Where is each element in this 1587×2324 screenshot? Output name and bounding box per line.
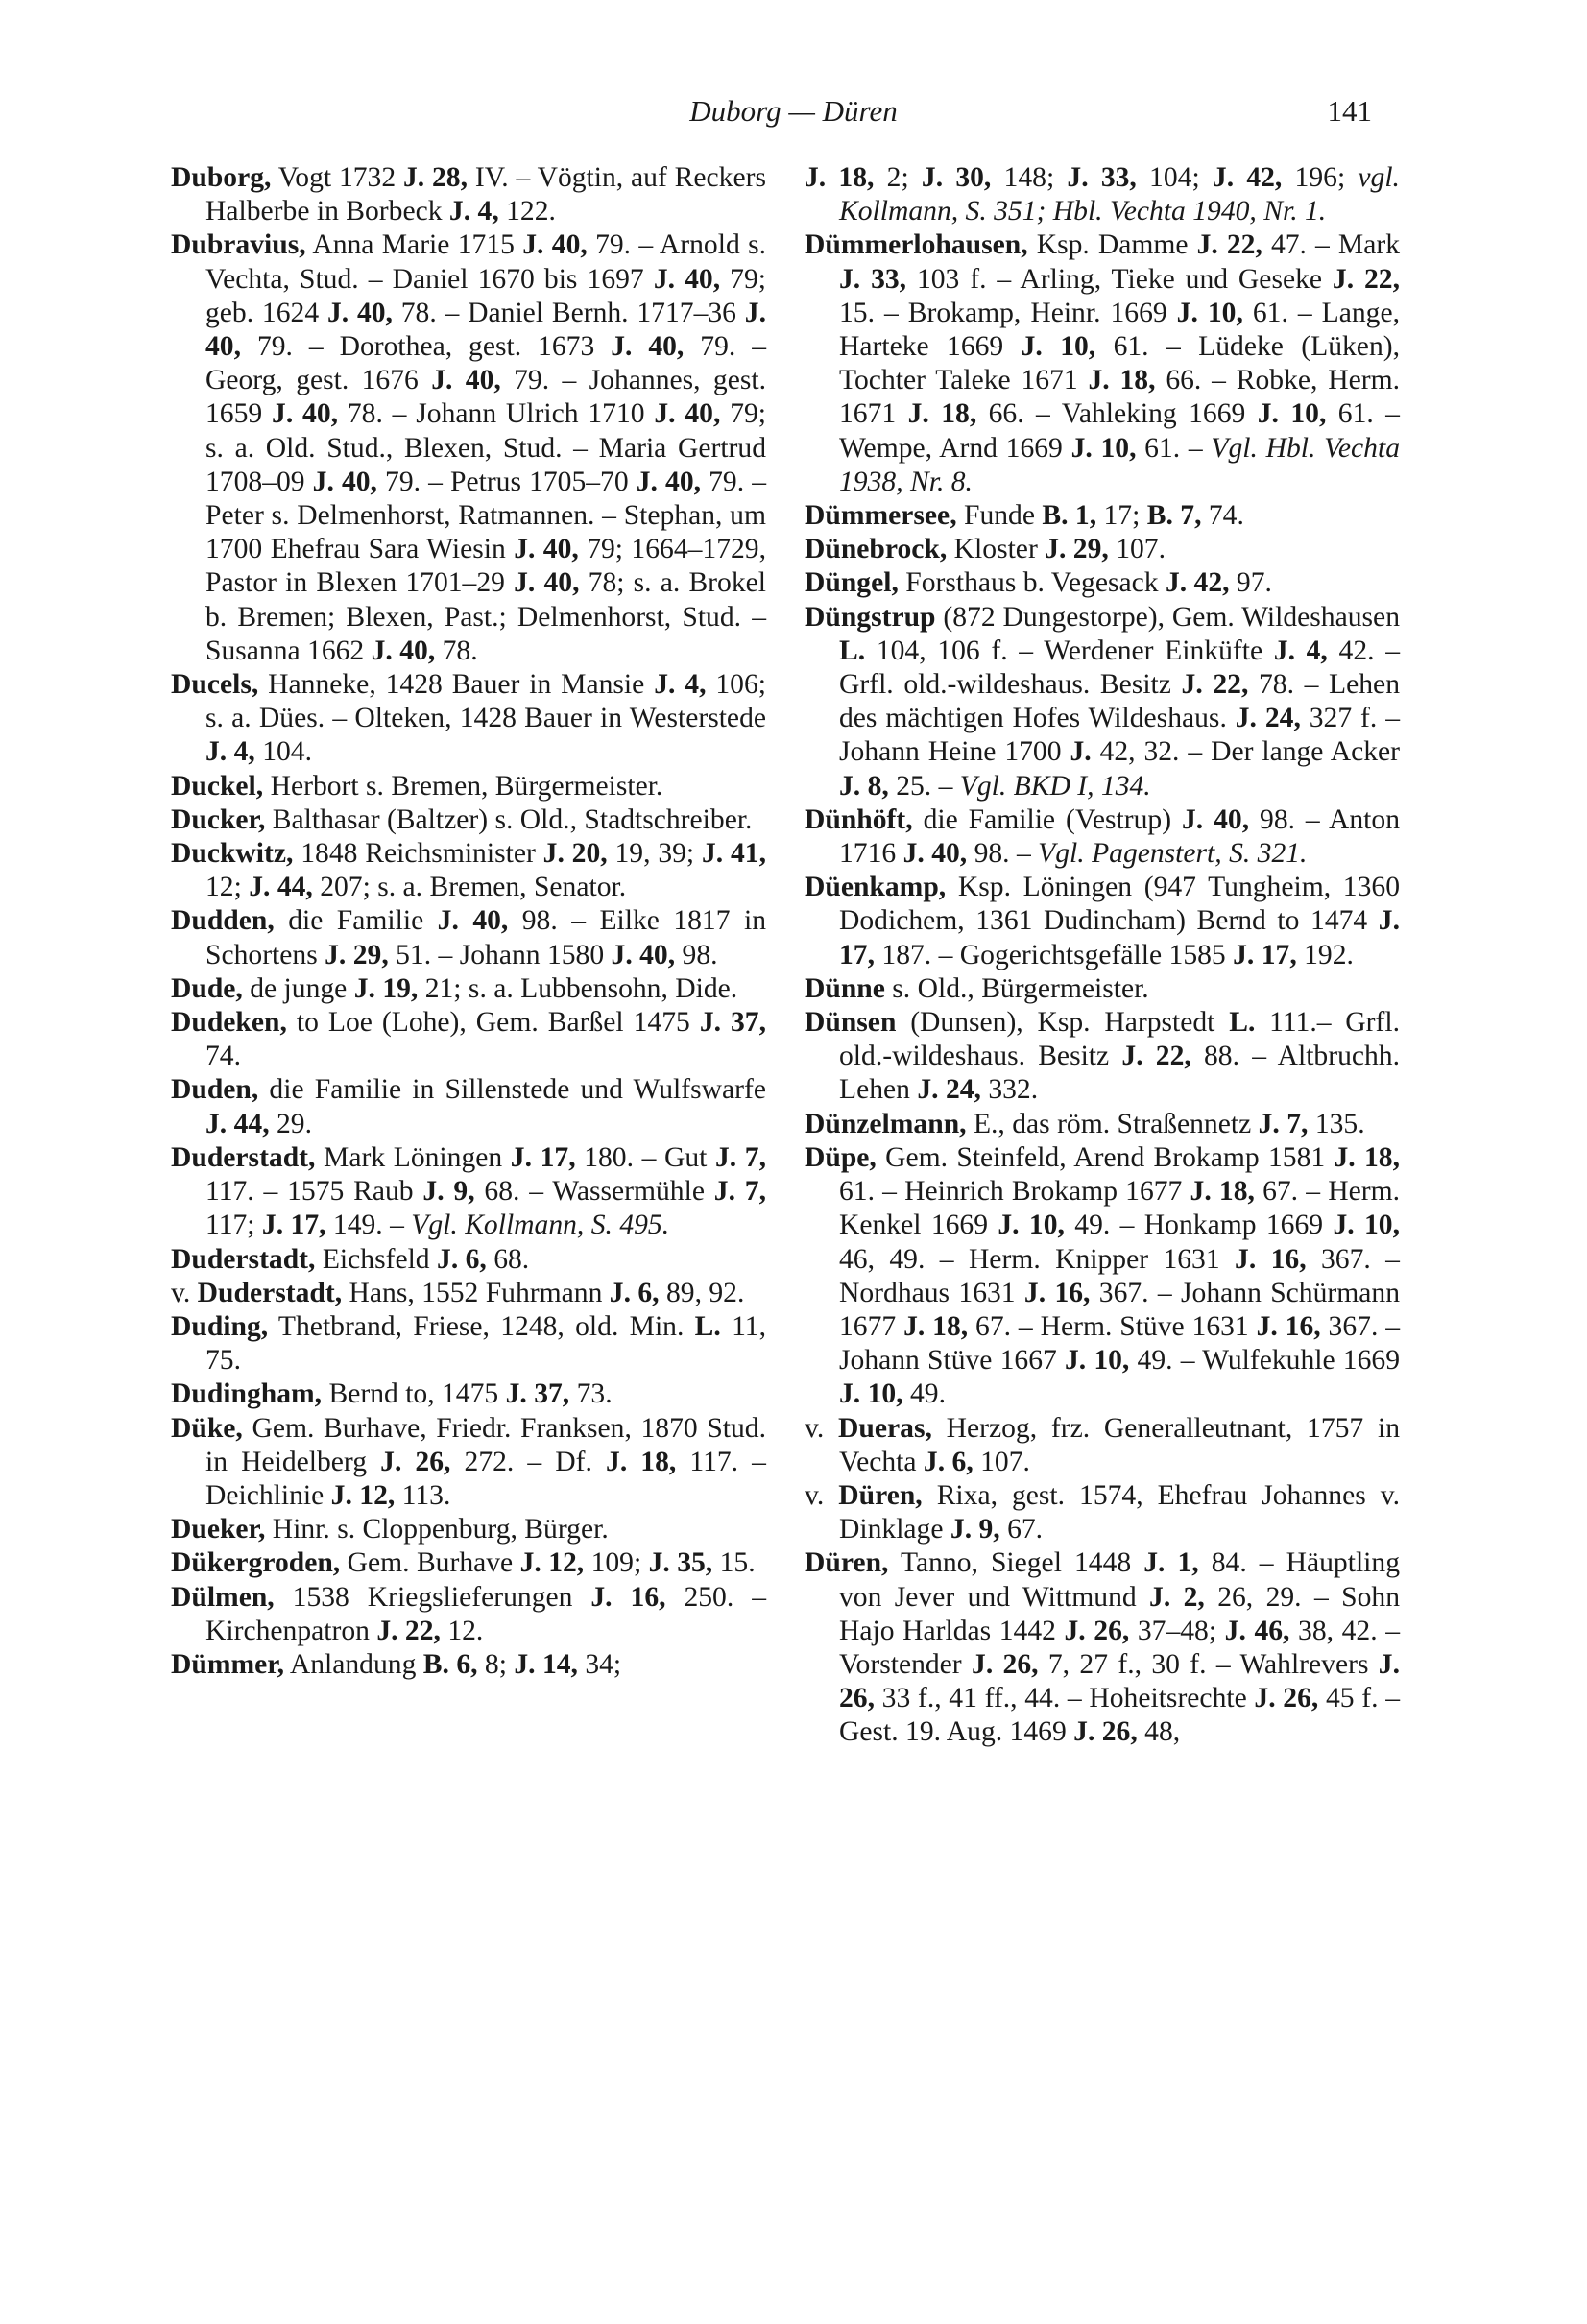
index-entry: Dünzelmann, E., das röm. Straßennetz J. 7, 135. — [805, 1108, 1365, 1139]
index-entry: Dümmer, Anlandung B. 6, 8; J. 14, 34; — [171, 1648, 622, 1680]
index-entry: Dubravius, Anna Marie 1715 J. 40, 79. – Arnold s. Vechta, Stud. – Daniel 1670 bis 1697 J. 40, 79; geb. 1624 J. 40, 78. – Daniel Bernh. 1717–36 J. 40, 79. – Dorothea, gest. 1673 J. 40, 79. – Georg, gest. 1676 J. 40, 79. – Johannes, gest. 1659 J. 40, 78. – Johann Ulrich 1710 J. 40, 79; s. a. Old. Stud., Blexen, Stud. – Maria Gertrud 1708–09 J. 40, 79. – Petrus 1705–70 J. 40, 79. – Peter s. Delmenhorst, Ratmannen. – Stephan, um 1700 Ehefrau Sara Wiesin J. 40, 79; 1664–1729, Pastor in Blexen 1701–29 J. 40, 78; s. a. Brokel b. Bremen; Blexen, Past.; Delmenhorst, Stud. – Susanna 1662 J. 40, 78. — [171, 229, 767, 666]
index-entry: Dudeken, to Loe (Lohe), Gem. Barßel 1475 J. 37, 74. — [171, 1007, 766, 1072]
index-entry: Dülmen, 1538 Kriegslieferungen J. 16, 250. – Kirchenpatron J. 22, 12. — [171, 1581, 766, 1646]
index-entry: Dudingham, Bernd to, 1475 J. 37, 73. — [171, 1378, 613, 1410]
index-entry: Duderstadt, Eichsfeld J. 6, 68. — [171, 1243, 530, 1275]
index-entry: Dude, de junge J. 19, 21; s. a. Lubbensohn, Dide. — [171, 972, 738, 1004]
running-head: Duborg — Düren — [689, 94, 898, 128]
index-entry: Dünhöft, die Familie (Vestrup) J. 40, 98. – Anton 1716 J. 40, 98. – Vgl. Pagenstert, S. 321. — [805, 803, 1400, 870]
left-column — [171, 161, 766, 1682]
index-entry: Duckel, Herbort s. Bremen, Bürgermeister. — [171, 770, 663, 802]
index-entry: Düke, Gem. Burhave, Friedr. Franksen, 1870 Stud. in Heidelberg J. 26, 272. – Df. J. 18, 117. – Deichlinie J. 12, 113. — [171, 1412, 766, 1511]
index-entry: J. 18, 2; J. 30, 148; J. 33, 104; J. 42, 196; vgl. Kollmann, S. 351; Hbl. Vechta 1940, Nr. 1. — [805, 162, 1400, 228]
index-entry: Dünne s. Old., Bürgermeister. — [805, 972, 1149, 1004]
index-entry: v. Dueras, Herzog, frz. Generalleutnant, 1757 in Vechta J. 6, 107. — [805, 1412, 1401, 1477]
index-entry: Duborg, Vogt 1732 J. 28, IV. – Vögtin, auf Reckers Halberbe in Borbeck J. 4, 122. — [171, 162, 766, 228]
index-entry: Dükergroden, Gem. Burhave J. 12, 109; J. 35, 15. — [171, 1547, 756, 1579]
index-entry: Ducels, Hanneke, 1428 Bauer in Mansie J. 4, 106; s. a. Dües. – Olteken, 1428 Bauer in Westerstede J. 4, 104. — [171, 669, 766, 768]
index-entry: Düngel, Forsthaus b. Vegesack J. 42, 97. — [805, 567, 1272, 599]
index-entry: Duckwitz, 1848 Reichsminister J. 20, 19, 39; J. 41, 12; J. 44, 207; s. a. Bremen, Senator. — [171, 838, 767, 903]
index-entry: Dünebrock, Kloster J. 29, 107. — [805, 534, 1166, 565]
right-column — [805, 161, 1400, 1750]
index-entry: Düenkamp, Ksp. Löningen (947 Tungheim, 1360 Dodichem, 1361 Dudincham) Bernd to 1474 J. 17, 187. – Gogerichtsgefälle 1585 J. 17, 192. — [805, 872, 1400, 970]
index-entry: Duderstadt, Mark Löningen J. 17, 180. – Gut J. 7, 117. – 1575 Raub J. 9, 68. – Wassermühle J. 7, 117; J. 17, 149. – Vgl. Kollmann, S. 495. — [171, 1141, 766, 1241]
index-entry: Duding, Thetbrand, Friese, 1248, old. Min. L. 11, 75. — [171, 1310, 766, 1377]
index-entry: Düpe, Gem. Steinfeld, Arend Brokamp 1581 J. 18, 61. – Heinrich Brokamp 1677 J. 18, 67. – Herm. Kenkel 1669 J. 10, 49. – Honkamp 1669 J. 10, 46, 49. – Herm. Knipper 1631 J. 16, 367. – Nordhaus 1631 J. 16, 367. – Johann Schürmann 1677 J. 18, 67. – Herm. Stüve 1631 J. 16, 367. – Johann Stüve 1667 J. 10, 49. – Wulfekuhle 1669 J. 10, 49. — [805, 1141, 1401, 1410]
index-entry: Dueker, Hinr. s. Cloppenburg, Bürger. — [171, 1514, 609, 1545]
index-entry: Düren, Tanno, Siegel 1448 J. 1, 84. – Häuptling von Jever und Wittmund J. 2, 26, 29. – Sohn Hajo Harldas 1442 J. 26, 37–48; J. 46, 38, 42. – Vorstender J. 26, 7, 27 f., 30 f. – Wahlrevers J. 26, 33 f., 41 ff., 44. – Hoheitsrechte J. 26, 45 f. – Gest. 19. Aug. 1469 J. 26, 48, — [805, 1547, 1400, 1748]
page-number: 141 — [1327, 94, 1372, 128]
index-entry: Dünsen (Dunsen), Ksp. Harpstedt L. 111.– Grfl. old.-wildeshaus. Besitz J. 22, 88. – Altbruchh. Lehen J. 24, 332. — [805, 1007, 1400, 1106]
index-entry: v. Duderstadt, Hans, 1552 Fuhrmann J. 6, 89, 92. — [171, 1277, 745, 1308]
index-entry: v. Düren, Rixa, gest. 1574, Ehefrau Johannes v. Dinklage J. 9, 67. — [805, 1479, 1400, 1545]
index-entry: Duden, die Familie in Sillenstede und Wulfswarfe J. 44, 29. — [171, 1074, 766, 1139]
index-entry: Dümmerlohausen, Ksp. Damme J. 22, 47. – Mark J. 33, 103 f. – Arling, Tieke und Geseke J. 22, 15. – Brokamp, Heinr. 1669 J. 10, 61. – Lange, Harteke 1669 J. 10, 61. – Lüdeke (Lüken), Tochter Taleke 1671 J. 18, 66. – Robke, Herm. 1671 J. 18, 66. – Vahleking 1669 J. 10, 61. – Wempe, Arnd 1669 J. 10, 61. – Vgl. Hbl. Vechta 1938, Nr. 8. — [805, 229, 1401, 497]
page-header — [0, 94, 1587, 136]
index-entry: Dümmersee, Funde B. 1, 17; B. 7, 74. — [805, 500, 1244, 532]
index-entry: Ducker, Balthasar (Baltzer) s. Old., Stadtschreiber. — [171, 803, 753, 835]
index-entry: Dudden, die Familie J. 40, 98. – Eilke 1817 in Schortens J. 29, 51. – Johann 1580 J. 40, 98. — [171, 905, 766, 970]
index-entry: Düngstrup (872 Dungestorpe), Gem. Wildeshausen L. 104, 106 f. – Werdener Einküfte J. 4, 42. – Grfl. old.-wildeshaus. Besitz J. 22, 78. – Lehen des mächtigen Hofes Wildeshaus. J. 24, 327 f. – Johann Heine 1700 J. 42, 32. – Der lange Acker J. 8, 25. – Vgl. BKD I, 134. — [805, 601, 1401, 802]
